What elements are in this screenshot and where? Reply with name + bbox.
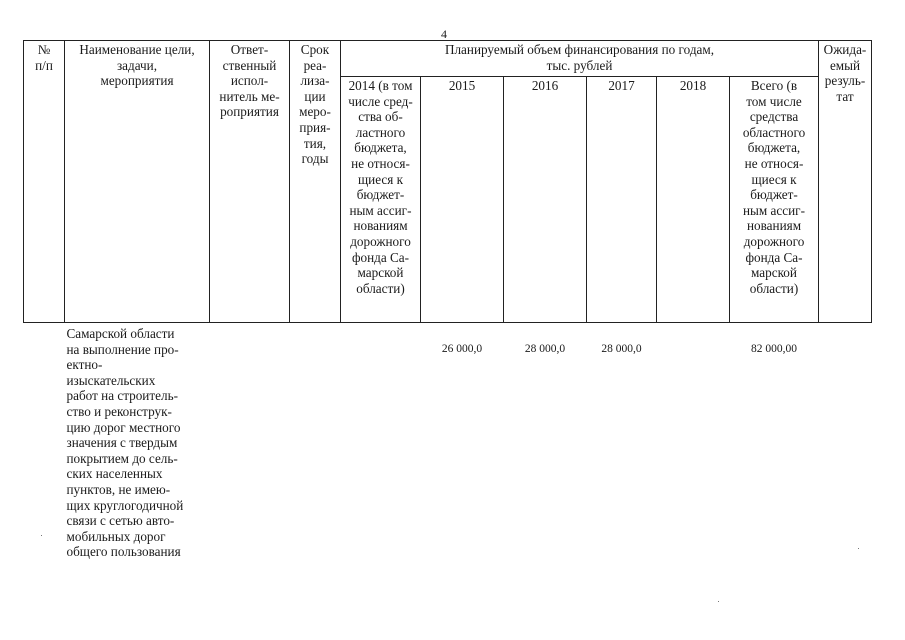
header-row-1 (24, 41, 872, 77)
header-2017: 2017 (587, 77, 657, 323)
header-2018: 2018 (657, 77, 730, 323)
scan-speck (718, 601, 719, 602)
header-result: Ожида- емый резуль- тат (819, 41, 872, 323)
value-2016: 28 000,0 (524, 343, 566, 355)
value-2015: 26 000,0 (441, 343, 483, 355)
table-row (24, 323, 872, 573)
header-2015: 2015 (421, 77, 504, 323)
header-responsible: Ответ- ственный испол- нитель ме- роприятия (210, 41, 290, 323)
financing-table (23, 40, 872, 573)
header-2014: 2014 (в том числе сред- ства об- ластного бюджета, не относя- щиеся к бюджет- ным ассиг- нованиям дорожного фонда Са- марской области) (341, 77, 421, 323)
page-number: 4 (441, 27, 447, 41)
value-total: 82 000,00 (751, 343, 797, 355)
value-2017: 28 000,0 (601, 343, 642, 355)
scan-speck (858, 548, 859, 549)
header-no: № п/п (24, 41, 65, 323)
header-name: Наименование цели, задачи, мероприятия (65, 41, 210, 323)
header-term: Срок реа- лиза- ции меро- прия- тия, годы (290, 41, 341, 323)
header-2016: 2016 (504, 77, 587, 323)
row-name: Самарской области на выполнение про- ектно- изыскательских работ на строитель- ство и реконструк- цию дорог местного значения с твердым покрытием до сель- ских населенных пунктов, не имею- щих круглогодичной связи с сетью авто- мобильных дорог общего пользования (66, 326, 184, 560)
scan-speck (41, 535, 42, 536)
header-funding: Планируемый объем финансирования по годам, тыс. рублей (341, 41, 819, 77)
header-total: Всего (в том числе средства областного бюджета, не относя- щиеся к бюджет- ным ассиг- нованиям дорожного фонда Са- марской области) (730, 77, 819, 323)
